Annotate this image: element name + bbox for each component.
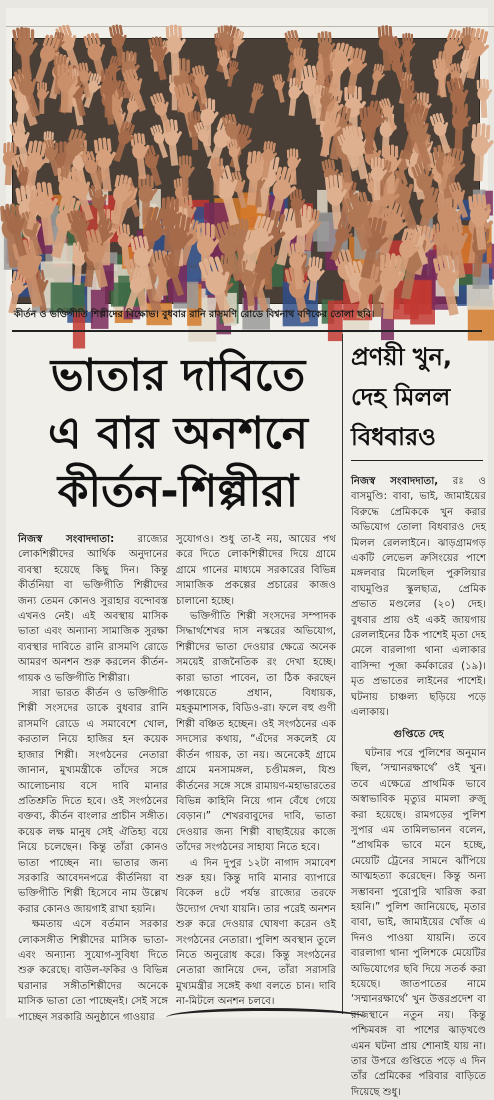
protest-photo (12, 38, 480, 304)
main-story-paragraph: সারা ভারত কীর্তন ও ভক্তিগীতি শিল্পী সংসদের ডাকে বুধবার রানি রাসমণি রোডে এ সমাবেশে খোল, করতাল নিয়ে হাজির হন কয়েক হাজার শিল্পী। সংগঠনের নেতারা জানান, মুখ্যমন্ত্রীকে তাঁদের সঙ্গে আলোচনায় বসে দাবি মানার প্রতিশ্রুতি দিতে হবে। ওই সংগঠনের বক্তব্য, কীর্তন বাংলার প্রাচীন সঙ্গীত। কয়েক লক্ষ মানুষ সেই ঐতিহ্য বয়ে নিয়ে চলেছেন। কিন্তু তাঁরা কোনও ভাতা পাচ্ছেন না। ভাতার জন্য সরকারি আবেদনপত্রে কীর্তনিয়া বা ভক্তিগীতি শিল্পী হিসেবে নাম উল্লেখ করার কোনও জায়গাই রাখা হয়নি। (18, 686, 168, 917)
dateline: নিজস্ব সংবাদদাতা: (18, 534, 114, 545)
newspaper-page (6, 8, 488, 1018)
masthead-strip (6, 8, 494, 27)
caption-rule (12, 330, 482, 332)
main-story-paragraph: সুযোগও। শুধু তা-ই নয়, আয়ের পথ করে দিতে লোকশিল্পীদের দিয়ে গ্রামে গ্রামে গানের মাধ্যমে সরকারের বিভিন্ন সামাজিক প্রকল্পের প্রচারের কাজও চালানো হচ্ছে। (176, 532, 336, 609)
side-story-column (351, 474, 486, 1016)
main-story-column-1 (18, 532, 168, 1012)
main-story-paragraph: ক্ষমতায় এসে বর্তমান সরকার লোকসঙ্গীত শিল্পীদের মাসিক ভাতা-এবং অন্যান্য সুযোগ-সুবিধা দিতে শুরু করেছে। বাউল-ফকির ও বিভিন্ন ঘরানার সঙ্গীতশিল্পীদের অনেকে মাসিক ভাতা তো পাচ্ছেনই। সেই সঙ্গে পাচ্ছেন সরকারি অনুষ্ঠানে গাওয়ার (18, 917, 168, 1025)
main-headline-line1: ভাতার দাবিতে (18, 348, 338, 404)
main-story-paragraph: ভক্তিগীতি শিল্পী সংসদের সম্পাদক সিদ্ধার্থশেখর দাস নস্করের অভিযোগ, শিল্পীদের ভাতা দেওয়ার ক্ষেত্রে অনেক সময়েই রাজনৈতিক রং দেখা হচ্ছে। কারা ভাতা পাবেন, তা ঠিক করছেন পঞ্চায়েতে প্রধান, বিধায়ক, মহকুমাশাসক, বিডিও-রা। ফলে বহু গুণী শিল্পী বঞ্চিত হচ্ছেন। ওই সংগঠনের এক সদস্যের কথায়, “এঁদের সকলেই যে কীর্তন গায়ক, তা নয়। অনেকেই গ্রামে গ্রামে মনসামঙ্গল, চণ্ডীমঙ্গল, যিশু কীর্তনের সঙ্গে সঙ্গে রামায়ণ-মহাভারতের বিভিন্ন কাহিনি নিয়ে গান বেঁধে গেয়ে বেড়ান।” শেখরবাবুদের দাবি, ভাতা দেওয়ার জন্য শিল্পী বাছাইয়ের কাজে তাঁদের সংগঠনের সাহায্য নিতে হবে। (176, 609, 336, 856)
side-story-paragraph: ঘটনার পরে পুলিশের অনুমান ছিল, ‘সম্মানরক্ষার্থে’ ওই খুন। তবে এক্ষেত্রে প্রাথমিক ভাবে অস্বাভাবিক মৃত্যুর মামলা রুজু করা হয়েছে। রামগড়ের পুলিশ সুপার এম তামিলভানন বলেন, “প্রাথমিক ভাবে মনে হচ্ছে, মেয়েটি ট্রেনের সামনে ঝাঁপিয়ে আত্মহত্যা করেছেন। কিন্তু অন্য সম্ভাবনা পুরোপুরি খারিজ করা হয়নি।” পুলিশ জানিয়েছে, মৃতার বাবা, ভাই, জামাইয়ের খোঁজ এ দিনও পাওয়া যায়নি। তবে বারলাগা থানা পুলিশকে মেয়েটির অভিযোগের ছবি দিয়ে সতর্ক করা হয়েছে। জাতপাতের নামে ‘সম্মানরক্ষার্থে’ খুন উত্তরপ্রদেশ বা রাজস্থানে নতুন নয়। কিন্তু পশ্চিমবঙ্গ বা পাশের ঝাড়খণ্ডে এমন ঘটনা প্রায় শোনাই যায় না। তার উপরে গুপ্তিতে পড়ে এ দিন তাঁর প্রেমিকের পরিবার বাড়িতে দিয়েছে শুধু। (351, 746, 486, 1100)
side-story-subhead: গুপ্তিতে দেহ (351, 727, 486, 742)
main-story-paragraph: এ দিন দুপুর ১২টা নাগাদ সমাবেশ শুরু হয়। কিন্তু দাবি মানার ব্যাপারে বিকেল ৪টে পর্যন্ত রাজ্যের তরফে উদ্যোগ দেখা যায়নি। তার পরেই অনশন শুরু করে দেওয়ার ঘোষণা করেন ওই সংগঠনের নেতারা। পুলিশ অবস্থান তুলে নিতে অনুরোধ করে। কিন্তু সংগঠনের নেতারা জানিয়ে দেন, তাঁরা সরাসরি মুখ্যমন্ত্রীর সঙ্গেই কথা বলতে চান। দাবি না-মিটলে অনশন চলবে। (176, 856, 336, 1010)
next-article-fragment (166, 1008, 366, 1027)
side-headline-line1: প্রণয়ী খুন, (351, 340, 486, 374)
side-headline-line3: বিধবারও (351, 420, 486, 454)
column-divider (342, 334, 343, 1014)
main-story-column-2 (176, 532, 336, 1012)
photo-caption: কীর্তন ও ভক্তিগীতি শিল্পীদের বিক্ষোভ। বুধবার রানি রাসমণি রোডে বিশ্বনাথ বণিকের তোলা ছবি। (14, 304, 480, 328)
dateline: নিজস্ব সংবাদদাতা, (351, 476, 438, 487)
side-headline-rule (351, 460, 483, 461)
main-headline-line3: কীর্তন-শিল্পীরা (18, 464, 338, 520)
raised-hands-image (13, 39, 479, 303)
main-headline-line2: এ বার অনশনে (18, 406, 338, 462)
main-story-paragraph: নিজস্ব সংবাদদাতা: রাজ্যের লোকশিল্পীদের আর্থিক অনুদানের ব্যবস্থা হয়েছে কিছু দিন। কিন্তু কীর্তনিয়া বা ভক্তিগীতি শিল্পীদের জন্য তেমন কোনও সুরাহার বন্দোবস্ত এখনও নেই। এই অবস্থায় মাসিক ভাতা এবং অন্যান্য সামাজিক সুরক্ষা ব্যবস্থার দাবিতে রানি রাসমণি রোডে আমরণ অনশন শুরু করলেন কীর্তন-গায়ক ও ভক্তিগীতি শিল্পীরা। (18, 532, 168, 686)
side-headline-line2: দেহ মিলল (351, 380, 486, 414)
side-story-paragraph: নিজস্ব সংবাদদাতা, রঃ ও বাসমুণ্ডি: বাবা, ভাই, জামাইয়ের বিরুদ্ধে প্রেমিককে খুন করার অভিযোগ তোলা বিধবারও দেহ মিলল রেললাইনে। ঝাড়গ্রামগড় একটি লেভেল ক্রসিংয়ের পাশে মঙ্গলবার মিলেছিল পুরুলিয়ার বাঘমুণ্ডির স্কুলছাত্র, প্রেমিক প্রভাত মণ্ডলের (২০) দেহ। বুধবার প্রায় ওই একই জায়গায় রেললাইনের ঠিক পাশেই মৃতা দেহ মেলে বারলাগা থানা এলাকার বাসিন্দা পূজা কর্মকারের (১৯)। মৃত প্রভাতের লাইনের পাশেই। ঘটনায় চাঞ্চল্য ছড়িয়ে পড়ে এলাকায়। (351, 474, 486, 721)
